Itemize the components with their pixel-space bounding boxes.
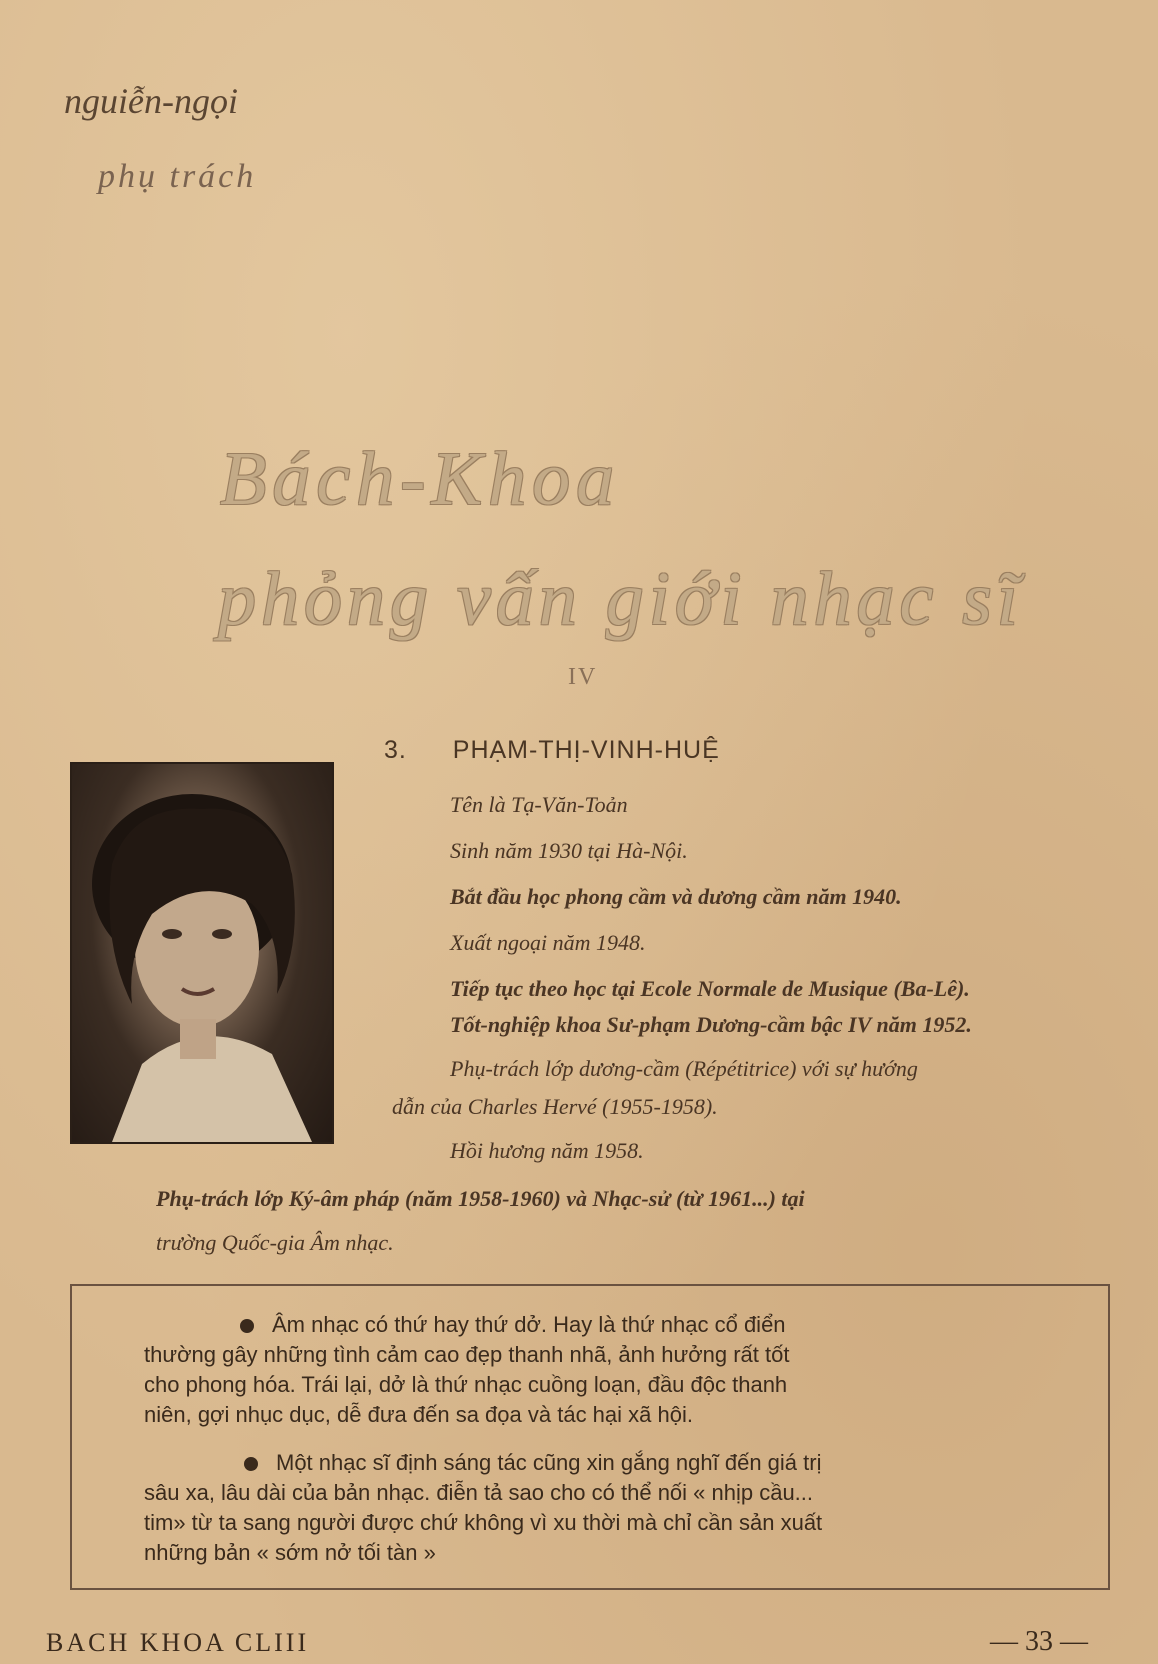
bio-line-6: Tốt-nghiệp khoa Sư-phạm Dương-cầm bậc IV năm 1952. <box>450 1012 972 1037</box>
bio-line-3: Bắt đầu học phong cầm và dương cầm năm 1940. <box>450 884 902 909</box>
bio-line-8: dẫn của Charles Hervé (1955-1958). <box>392 1094 718 1119</box>
quote-p1-line-3: cho phong hóa. Trái lại, dở là thứ nhạc cuồng loạn, đầu độc thanh <box>144 1372 788 1397</box>
bio-line-5: Tiếp tục theo học tại Ecole Normale de Musique (Ba-Lê). <box>450 976 970 1001</box>
quote-paragraph-1 <box>144 1310 789 1430</box>
quote-p2-line-2: sâu xa, lâu dài của bản nhạc. điễn tả sao cho có thể nối « nhịp cầu... <box>144 1480 814 1505</box>
part-number: IV <box>568 664 598 690</box>
quote-paragraph-2 <box>144 1448 822 1568</box>
interviewee-name: PHẠM-THỊ-VINH-HUỆ <box>452 736 720 764</box>
quote-p2-line-3: tim» từ ta sang người được chứ không vì xu thời mà chỉ cần sản xuất <box>144 1510 823 1535</box>
page-number: — 33 — <box>990 1626 1088 1657</box>
bio-line-1: Tên là Tạ-Văn-Toản <box>450 792 628 817</box>
interviewee-index: 3. <box>384 736 407 764</box>
bio-line-7: Phụ-trách lớp dương-cầm (Répétitrice) với sự hướng <box>450 1056 918 1081</box>
bio-line-2: Sinh năm 1930 tại Hà-Nội. <box>450 838 688 863</box>
bio-line-11: trường Quốc-gia Âm nhạc. <box>156 1230 394 1255</box>
portrait-photo <box>70 762 334 1144</box>
interviewee-heading <box>384 736 720 765</box>
quote-p1-line-4: niên, gợi nhục dục, dễ đưa đến sa đọa và tác hại xã hội. <box>144 1402 693 1427</box>
bio-line-10: Phụ-trách lớp Ký-âm pháp (năm 1958-1960) và Nhạc-sử (từ 1961...) tại <box>156 1186 805 1211</box>
byline-name: nguiễn-ngọi <box>64 81 238 121</box>
bullet-icon <box>244 1457 258 1471</box>
quote-p2-line-4: những bản « sớm nở tối tàn » <box>144 1540 436 1565</box>
portrait-image <box>72 764 332 1142</box>
quote-p1-line-1: Âm nhạc có thứ hay thứ dở. Hay là thứ nhạc cổ điển <box>272 1312 786 1337</box>
bio-line-4: Xuất ngoại năm 1948. <box>450 930 646 955</box>
bullet-icon <box>240 1319 254 1333</box>
magazine-footer: BACH KHOA CLIII <box>46 1628 310 1657</box>
byline-role: phụ trách <box>98 158 257 195</box>
quote-p1-line-2: thường gây những tình cảm cao đẹp thanh nhã, ảnh hưởng rất tốt <box>144 1342 790 1367</box>
bio-line-9: Hồi hương năm 1958. <box>450 1138 644 1163</box>
quote-p2-line-1: Một nhạc sĩ định sáng tác cũng xin gắng nghĩ đến giá trị <box>276 1450 822 1475</box>
headline-subtitle: phỏng vấn giới nhạc sĩ <box>218 557 1023 641</box>
headline-title: Bách-Khoa <box>220 437 621 521</box>
